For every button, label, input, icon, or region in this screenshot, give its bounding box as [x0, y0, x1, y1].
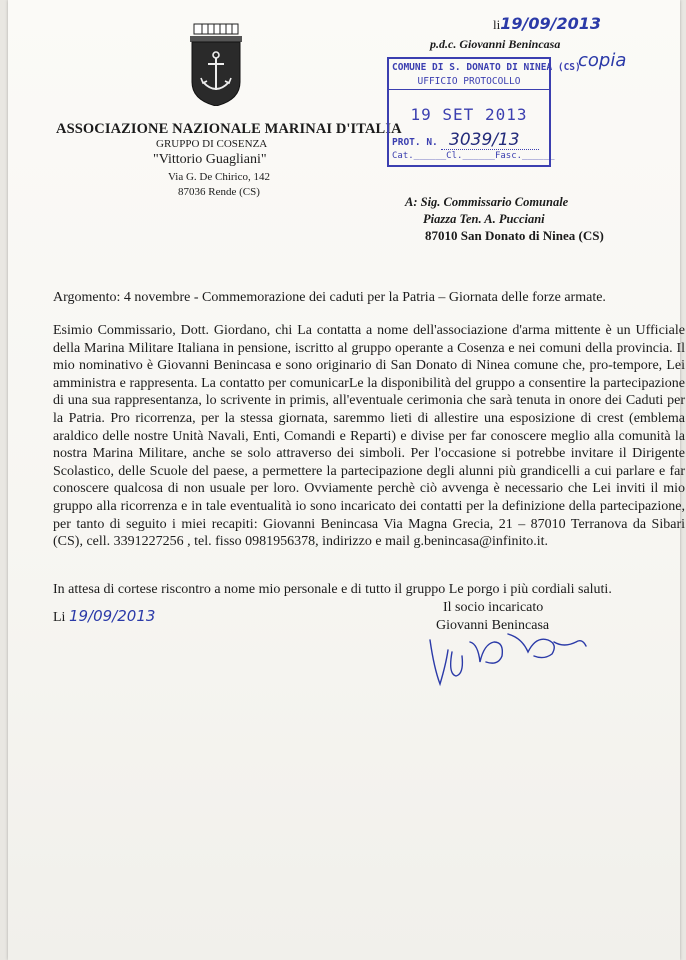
place-date-handwritten: 19/09/2013 — [68, 607, 156, 625]
recipient-line1: A: Sig. Commissario Comunale — [405, 195, 569, 209]
letter-closing: In attesa di cortese riscontro a nome mio personale e di tutto il gruppo Le porgo i più cordiali saluti. — [53, 582, 612, 597]
handwritten-signature-icon — [418, 612, 598, 692]
letter-page — [8, 0, 685, 960]
navy-anchor-crest-icon — [188, 22, 244, 106]
pdc-line: p.d.c. Giovanni Benincasa — [430, 37, 561, 51]
stamp-office: UFFICIO PROTOCOLLO — [417, 76, 521, 87]
stamp-divider — [389, 89, 549, 90]
association-dedication: "Vittorio Guagliani" — [153, 152, 267, 167]
association-name: ASSOCIAZIONE NAZIONALE MARINAI D'ITALIA — [56, 121, 402, 137]
copia-note: copia — [578, 50, 627, 71]
association-address-line2: 87036 Rende (CS) — [178, 186, 260, 198]
place-date-prefix: Li — [53, 610, 66, 625]
stamp-prot-line — [441, 149, 539, 150]
recipient-line2: Piazza Ten. A. Pucciani — [423, 212, 545, 226]
header-date-handwritten: 19/09/2013 — [500, 14, 601, 33]
letter-subject: Argomento: 4 novembre - Commemorazione dei caduti per la Patria – Giornata delle forze armate. — [53, 290, 606, 305]
letter-body: Esimio Commissario, Dott. Giordano, chi La contatta a nome dell'associazione d'arma mittente è un Ufficiale della Marina Militare Italiana in pensione, iscritto al gruppo operante a Cosenza e nei comuni della provincia. Il mio nominativo è Giovanni Benincasa e sono originario di San Donato di Ninea comune che, pro-tempore, Lei amministra e rappresenta. La contatto per comunicarLe la disponibilità del gruppo a consentire la partecipazione di una sua rappresentanza, lo scrivente in primis, all'eventuale cerimonia che sarà tenuta in onore dei Caduti per la Patria. Pro ricorrenza, per la stessa giornata, saremmo lieti di allestire una esposizione di crest (emblema araldico delle nostre Unità Navali, Enti, Comandi e Reparti) e divise per far conoscere meglio alla comunità la nostra Marina Militare, anche se solo attraverso dei simboli. Per l'occasione si potrebbe invitare il Dirigente Scolastico, delle Scuole del paese, a permettere la partecipazione degli alunni più grandicelli a cui parlare e far conoscere qualcosa di non usuale per loro. Ovviamente perchè ciò avvenga è necessario che Lei inviti il mio gruppo alla ricorrenza e in tale eventualità io sono incaricato dei contatti per la definizione della partecipazione, per tanto di seguito i miei recapiti: Giovanni Benincasa Via Magna Grecia, 21 – 87010 Terranova da Sibari (CS), cell. 3391227256 , tel. fisso 0981956378, indirizzo e mail g.benincasa@infinito.it. — [53, 323, 685, 550]
stamp-prot-number: 3039/13 — [449, 130, 520, 150]
recipient-line3: 87010 San Donato di Ninea (CS) — [425, 228, 604, 243]
stamp-municipality: COMUNE DI S. DONATO DI NINEA (CS) — [392, 62, 581, 73]
stamp-prot-label: PROT. N. — [392, 137, 438, 148]
association-group: GRUPPO DI COSENZA — [156, 138, 268, 150]
signatory-role: Il socio incaricato — [443, 600, 544, 615]
place-date — [53, 607, 155, 626]
stamp-date: 19 SET 2013 — [410, 105, 528, 124]
association-address-line1: Via G. De Chirico, 142 — [168, 171, 270, 183]
signatory-name: Giovanni Benincasa — [436, 618, 550, 633]
header-date — [493, 14, 601, 33]
stamp-cat-line: Cat.______Cl.______Fasc.______ — [392, 151, 555, 161]
protocol-stamp — [387, 57, 581, 167]
header-date-prefix: li — [493, 17, 501, 32]
